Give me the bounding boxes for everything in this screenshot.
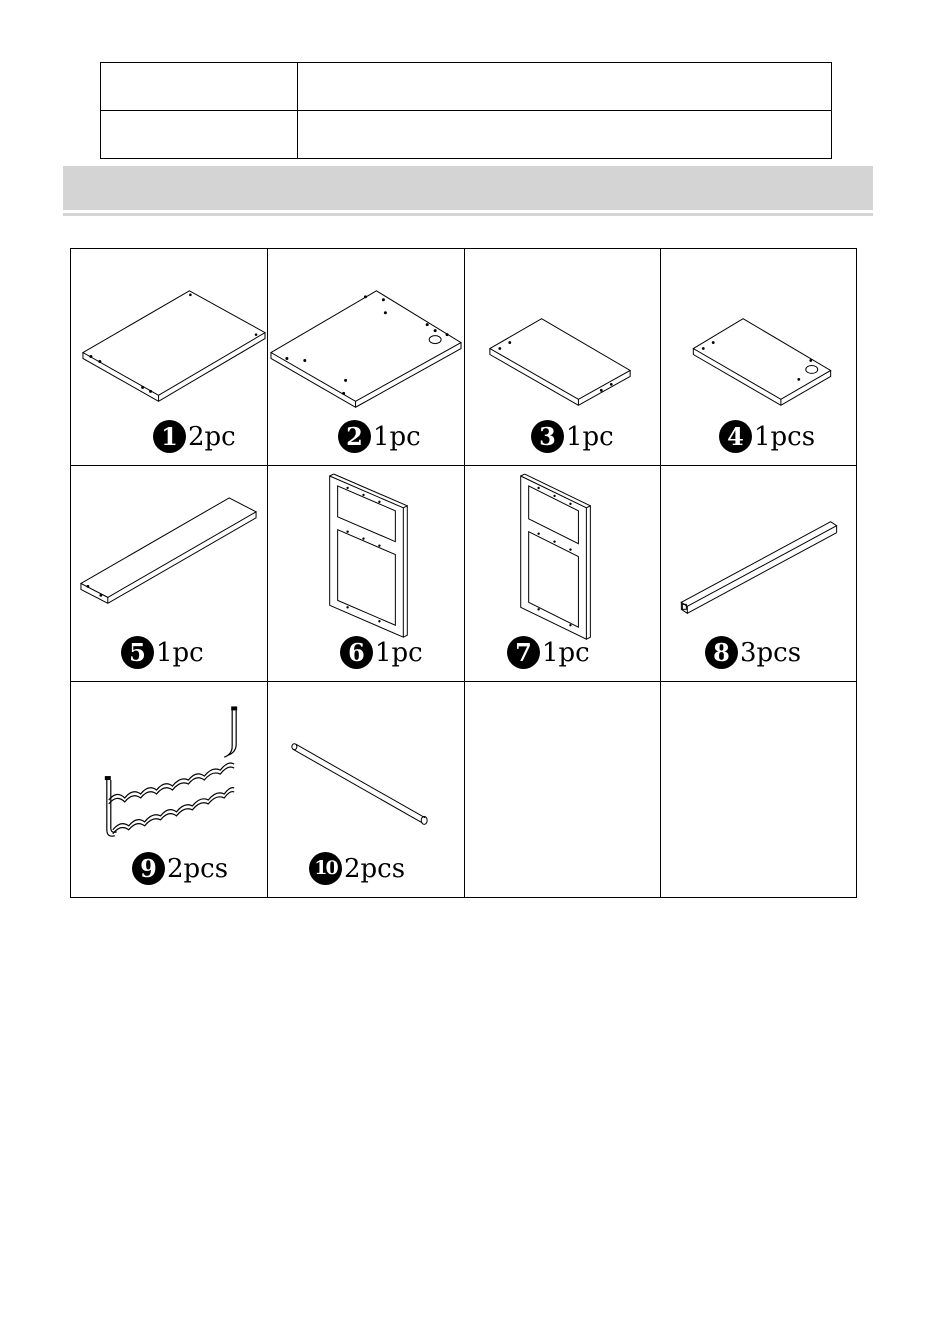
part-cell-9 [71,682,268,897]
part-cell-empty [661,682,856,897]
part-quantity: 3pcs [740,637,802,668]
part-quantity: 1pc [542,637,590,668]
section-divider [63,213,873,216]
spec-table [100,62,832,159]
part-cell-2 [268,249,465,466]
part-quantity: 1pc [375,637,423,668]
part-quantity: 1pc [566,421,614,452]
parts-list-grid [70,248,857,898]
spec-label [101,63,298,111]
table-row [101,111,832,159]
part-cell-3 [465,249,661,466]
part-quantity: 1pc [373,421,421,452]
part-quantity: 1pcs [754,421,816,452]
spec-value [298,63,832,111]
part-number-badge: 4 [719,420,752,453]
part-cell-5 [71,466,268,682]
part-label [340,636,423,669]
part-label [507,636,590,669]
part-quantity: 2pc [188,421,236,452]
part-number-badge: 3 [531,420,564,453]
spec-value [298,111,832,159]
part-number-badge: 7 [507,636,540,669]
part-number-badge: 6 [340,636,373,669]
part-label [338,420,421,453]
part-label [121,636,204,669]
part-label [153,420,236,453]
part-label [309,852,405,885]
part-label [705,636,801,669]
part-cell-6 [268,466,465,682]
part-label [132,852,228,885]
part-number-badge: 1 [153,420,186,453]
part-number-badge: 10 [309,852,342,885]
spec-label [101,111,298,159]
part-quantity: 2pcs [167,853,229,884]
part-cell-4 [661,249,856,466]
part-cell-10 [268,682,465,897]
part-quantity: 2pcs [344,853,406,884]
part-number-badge: 5 [121,636,154,669]
part-cell-empty [465,682,661,897]
section-header-bar [63,166,873,210]
part-quantity: 1pc [156,637,204,668]
part-number-badge: 2 [338,420,371,453]
part-cell-8 [661,466,856,682]
part-label [719,420,815,453]
part-label [531,420,614,453]
part-number-badge: 8 [705,636,738,669]
part-cell-7 [465,466,661,682]
part-cell-1 [71,249,268,466]
part-number-badge: 9 [132,852,165,885]
table-row [101,63,832,111]
